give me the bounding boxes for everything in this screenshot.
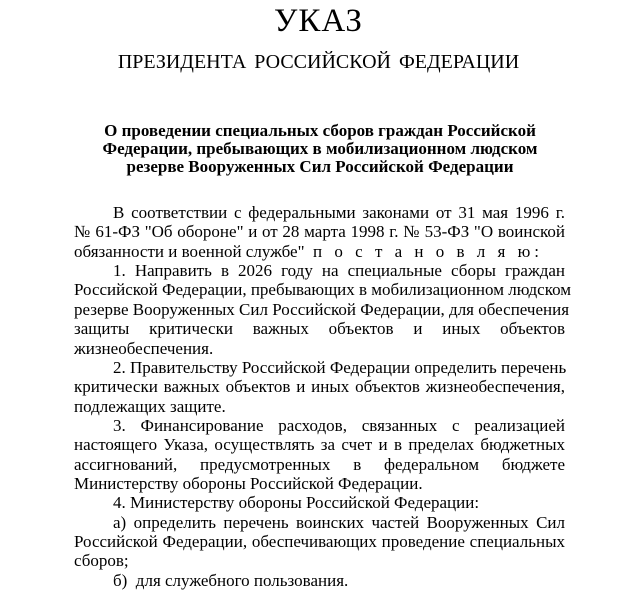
decree-heading bbox=[90, 122, 550, 176]
preamble bbox=[74, 203, 565, 261]
text-line: б) для служебного пользования. bbox=[113, 570, 349, 590]
text-line: Российской Федерации, пребывающих в мобилизационном людском bbox=[74, 280, 572, 300]
text-line: жизнеобеспечения. bbox=[74, 338, 214, 358]
text-line: критически важных объектов и иных объектов жизнеобеспечения, bbox=[74, 377, 565, 397]
decree-title: УКАЗ bbox=[274, 3, 363, 39]
decree-word: п о с т а н о в л я ю: bbox=[313, 241, 544, 261]
heading-line: Федерации, пребывающих в мобилизационном людском bbox=[102, 139, 538, 158]
text-line: 2. Правительству Российской Федерации определить перечень bbox=[113, 357, 567, 377]
text-line: 4. Министерству обороны Российской Федерации: bbox=[113, 493, 480, 513]
text-line bbox=[74, 242, 565, 261]
text-line: № 61-ФЗ "Об обороне" и от 28 марта 1998 г. № 53-ФЗ "О воинской bbox=[74, 222, 565, 242]
text-line: защиты критически важных объектов и иных объектов bbox=[74, 319, 565, 339]
clause-1 bbox=[74, 261, 572, 358]
text-line: а) определить перечень воинских частей Вооруженных Сил bbox=[113, 512, 565, 532]
text-line: подлежащих защите. bbox=[74, 396, 226, 416]
text-line: резерве Вооруженных Сил Российской Федерации, для обеспечения bbox=[74, 299, 570, 319]
clause-4b bbox=[74, 571, 565, 590]
text-line: 1. Направить в 2026 году на специальные сборы граждан bbox=[113, 261, 565, 281]
text-line: 3. Финансирование расходов, связанных с реализацией bbox=[113, 415, 565, 435]
text-line: настоящего Указа, осуществлять за счет и в пределах бюджетных bbox=[74, 435, 565, 455]
text-line: Министерству обороны Российской Федерации. bbox=[74, 474, 423, 494]
decree-subtitle: ПРЕЗИДЕНТА РОССИЙСКОЙ ФЕДЕРАЦИИ bbox=[117, 51, 520, 73]
clause-4a bbox=[74, 513, 565, 571]
text-line: В соответствии с федеральными законами от 31 мая 1996 г. bbox=[113, 203, 565, 222]
text-line: Российской Федерации, обеспечивающих проведение специальных bbox=[74, 532, 565, 552]
clause-3 bbox=[74, 416, 565, 493]
text-line: ассигнований, предусмотренных в федеральном бюджете bbox=[74, 454, 565, 474]
clause-2 bbox=[74, 358, 565, 416]
text-segment: обязанности и военной службе" bbox=[74, 241, 305, 261]
decree-body bbox=[74, 203, 572, 590]
heading-line: О проведении специальных сборов граждан Российской bbox=[104, 121, 536, 140]
clause-4 bbox=[74, 493, 565, 512]
text-line: сборов; bbox=[74, 551, 129, 571]
heading-line: резерве Вооруженных Сил Российской Федерации bbox=[126, 157, 514, 176]
